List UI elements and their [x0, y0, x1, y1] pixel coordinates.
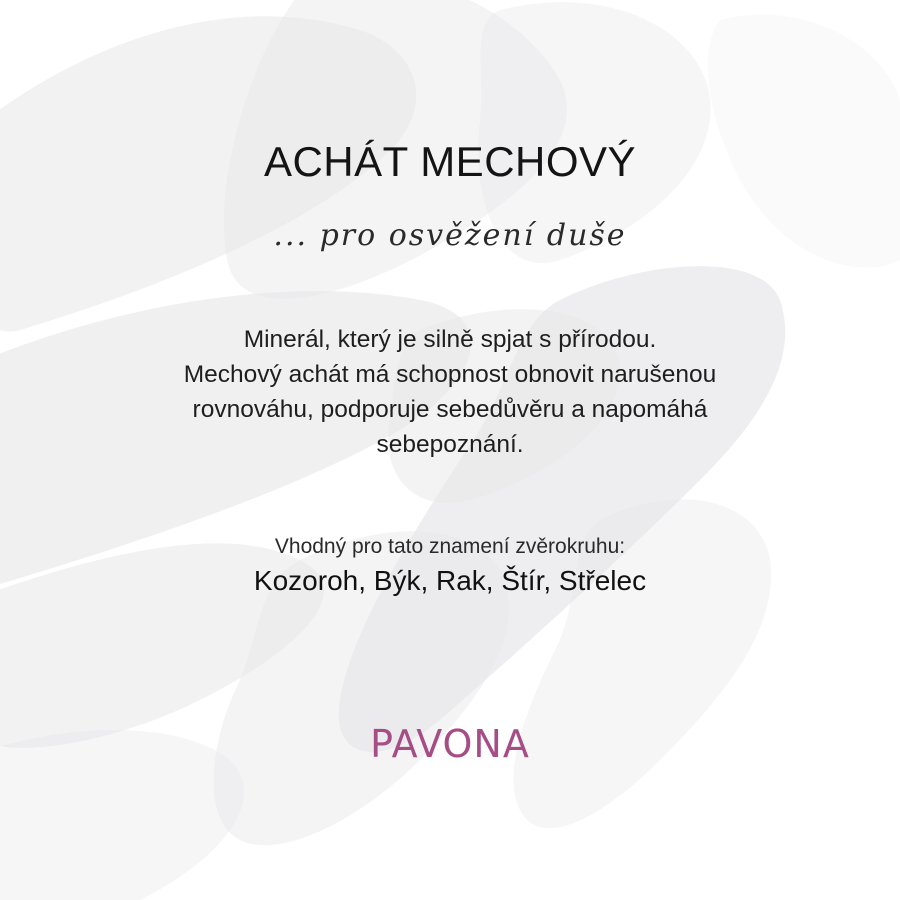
- description-line: sebepoznání.: [376, 431, 524, 458]
- description-line: Minerál, který je silně spjat s přírodou.: [243, 326, 657, 353]
- description: [0, 322, 900, 462]
- description-line: Mechový achát má schopnost obnovit narušenou: [183, 361, 717, 388]
- brand-logo: PAVONA: [370, 722, 530, 766]
- page-title: ACHÁT MECHOVÝ: [263, 138, 637, 185]
- zodiac-label: Vhodný pro tato znamení zvěrokruhu:: [274, 535, 626, 558]
- tagline: ... pro osvěžení duše: [273, 218, 627, 253]
- zodiac-signs: Kozoroh, Býk, Rak, Štír, Střelec: [253, 565, 647, 596]
- description-line: rovnováhu, podporuje sebedůvěru a napomáhá: [192, 396, 708, 423]
